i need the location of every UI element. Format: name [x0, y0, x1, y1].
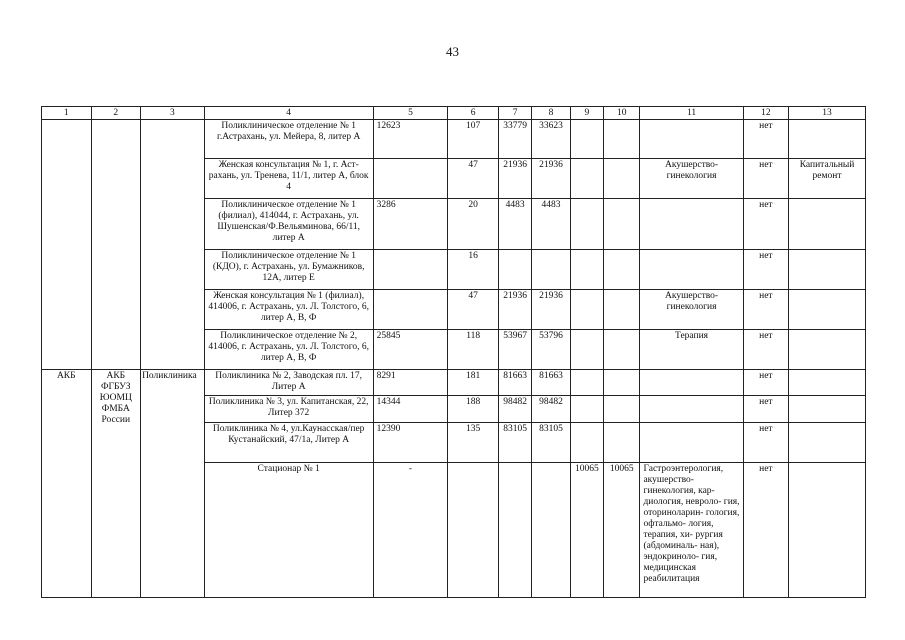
column-number: 13: [789, 107, 866, 120]
cell-col12: нет: [743, 370, 788, 396]
column-number: 3: [141, 107, 205, 120]
cell-col6: [448, 463, 499, 598]
cell-col10: [604, 330, 640, 370]
column-number: 2: [91, 107, 141, 120]
cell-col6: 20: [448, 199, 499, 250]
page-number: 43: [446, 44, 459, 59]
cell-col10: [604, 199, 640, 250]
cell-col11: [640, 423, 743, 463]
cell-col10: [604, 120, 640, 159]
cell-col5: 25845: [373, 330, 448, 370]
address-cell: Поликлиническое отделение № 1 (филиал), 414044, г. Астрахань, ул. Шушенская/Ф.Вельяминова, 66/11, литер А: [204, 199, 373, 250]
cell-col10: 10065: [604, 463, 640, 598]
column-number: 9: [570, 107, 603, 120]
cell-col7: [498, 250, 531, 290]
organization-cell: АКБ ФГБУЗ ЮОМЦ ФМБА России: [91, 370, 141, 598]
cell-col13: [789, 199, 866, 250]
cell-col11: [640, 250, 743, 290]
cell-col6: 181: [448, 370, 499, 396]
cell-col12: нет: [743, 330, 788, 370]
column-number: 4: [204, 107, 373, 120]
column-number: 7: [498, 107, 531, 120]
cell-col9: [570, 290, 603, 330]
column-number: 11: [640, 107, 743, 120]
cell-col11: Терапия: [640, 330, 743, 370]
cell-col6: 47: [448, 159, 499, 199]
cell-col9: [570, 250, 603, 290]
cell-col12: нет: [743, 120, 788, 159]
cell-col12: нет: [743, 159, 788, 199]
cell-col6: 107: [448, 120, 499, 159]
table-row: [42, 120, 866, 159]
cell-col10: [604, 370, 640, 396]
cell-col10: [604, 396, 640, 423]
cell-col10: [604, 159, 640, 199]
cell-col7: 21936: [498, 159, 531, 199]
cell-col6: 118: [448, 330, 499, 370]
cell-col13: [789, 120, 866, 159]
address-cell: Женская консультация № 1, г. Аст- рахань, ул. Тренева, 11/1, литер А, блок 4: [204, 159, 373, 199]
cell-col12: нет: [743, 199, 788, 250]
address-cell: Стационар № 1: [204, 463, 373, 598]
cell-col7: 53967: [498, 330, 531, 370]
cell-col7: [498, 463, 531, 598]
cell-col9: [570, 199, 603, 250]
cell-col7: 33779: [498, 120, 531, 159]
cell-col9: [570, 423, 603, 463]
cell-col5: -: [373, 463, 448, 598]
column-number: 8: [532, 107, 570, 120]
cell-col7: 81663: [498, 370, 531, 396]
cell-col5: 12390: [373, 423, 448, 463]
cell-col13: [789, 423, 866, 463]
region-cell: АКБ: [42, 370, 92, 598]
cell-col12: нет: [743, 290, 788, 330]
cell-col10: [604, 423, 640, 463]
cell-col8: 33623: [532, 120, 570, 159]
cell-col5: [373, 290, 448, 330]
column-number: 1: [42, 107, 92, 120]
address-cell: Поликлиническое отделение № 2, 414006, г. Астрахань, ул. Л. Толстого, 6, литер А, В, Ф: [204, 330, 373, 370]
table-row: [42, 370, 866, 396]
cell-col6: 135: [448, 423, 499, 463]
cell-col5: [373, 250, 448, 290]
cell-col7: 4483: [498, 199, 531, 250]
cell-col6: 16: [448, 250, 499, 290]
address-cell: Женская консультация № 1 (филиал), 414006, г. Астрахань, ул. Л. Толстого, 6, литер А, В, Ф: [204, 290, 373, 330]
cell-col11: Акушерство- гинекология: [640, 290, 743, 330]
cell-col7: 98482: [498, 396, 531, 423]
cell-col11: [640, 370, 743, 396]
cell-col13: [789, 250, 866, 290]
column-number: 10: [604, 107, 640, 120]
column-number: 5: [373, 107, 448, 120]
facility-type-cell-empty: [141, 120, 205, 370]
cell-col5: 3286: [373, 199, 448, 250]
cell-col11: [640, 120, 743, 159]
cell-col7: 21936: [498, 290, 531, 330]
cell-col13: [789, 370, 866, 396]
cell-col11: Гастроэнтерология, акушерство- гинекология, кар- диология, невроло- гия, оториноларин- гология, офтальмо- логия, терапия, хи- рургия (абдоминаль- ная), эндокриноло- гия, медицинская реабилитация: [640, 463, 743, 598]
cell-col6: 188: [448, 396, 499, 423]
facility-type-cell: Поликлиника: [141, 370, 205, 598]
cell-col8: 98482: [532, 396, 570, 423]
cell-col5: 12623: [373, 120, 448, 159]
region-cell-empty: [42, 120, 92, 370]
facilities-table: [41, 106, 866, 598]
cell-col9: [570, 159, 603, 199]
address-cell: Поликлиническое отделение № 1 г.Астрахань, ул. Мейера, 8, литер А: [204, 120, 373, 159]
column-number: 12: [743, 107, 788, 120]
cell-col13: [789, 463, 866, 598]
cell-col8: 83105: [532, 423, 570, 463]
column-number: 6: [448, 107, 499, 120]
cell-col12: нет: [743, 250, 788, 290]
cell-col11: [640, 199, 743, 250]
cell-col10: [604, 250, 640, 290]
cell-col8: 21936: [532, 290, 570, 330]
organization-cell-empty: [91, 120, 141, 370]
cell-col5: 14344: [373, 396, 448, 423]
cell-col8: 4483: [532, 199, 570, 250]
cell-col13: Капитальный ремонт: [789, 159, 866, 199]
cell-col8: [532, 463, 570, 598]
cell-col6: 47: [448, 290, 499, 330]
cell-col11: Акушерство- гинекология: [640, 159, 743, 199]
cell-col13: [789, 330, 866, 370]
cell-col9: [570, 396, 603, 423]
cell-col5: [373, 159, 448, 199]
cell-col7: 83105: [498, 423, 531, 463]
cell-col13: [789, 396, 866, 423]
cell-col8: 53796: [532, 330, 570, 370]
cell-col9: [570, 370, 603, 396]
cell-col9: [570, 330, 603, 370]
cell-col8: 21936: [532, 159, 570, 199]
cell-col9: [570, 120, 603, 159]
address-cell: Поликлиника № 4, ул.Каунасская/пер Кустанайский, 47/1а, Литер А: [204, 423, 373, 463]
cell-col12: нет: [743, 396, 788, 423]
cell-col13: [789, 290, 866, 330]
cell-col12: нет: [743, 423, 788, 463]
address-cell: Поликлиника № 3, ул. Капитанская, 22, Литер 372: [204, 396, 373, 423]
address-cell: Поликлиническое отделение № 1 (КДО), г. Астрахань, ул. Бумажников, 12А, литер Е: [204, 250, 373, 290]
column-number-row: [42, 107, 866, 120]
cell-col8: [532, 250, 570, 290]
cell-col9: 10065: [570, 463, 603, 598]
cell-col5: 8291: [373, 370, 448, 396]
cell-col12: нет: [743, 463, 788, 598]
address-cell: Поликлиника № 2, Заводская пл. 17, Литер А: [204, 370, 373, 396]
cell-col11: [640, 396, 743, 423]
cell-col10: [604, 290, 640, 330]
cell-col8: 81663: [532, 370, 570, 396]
